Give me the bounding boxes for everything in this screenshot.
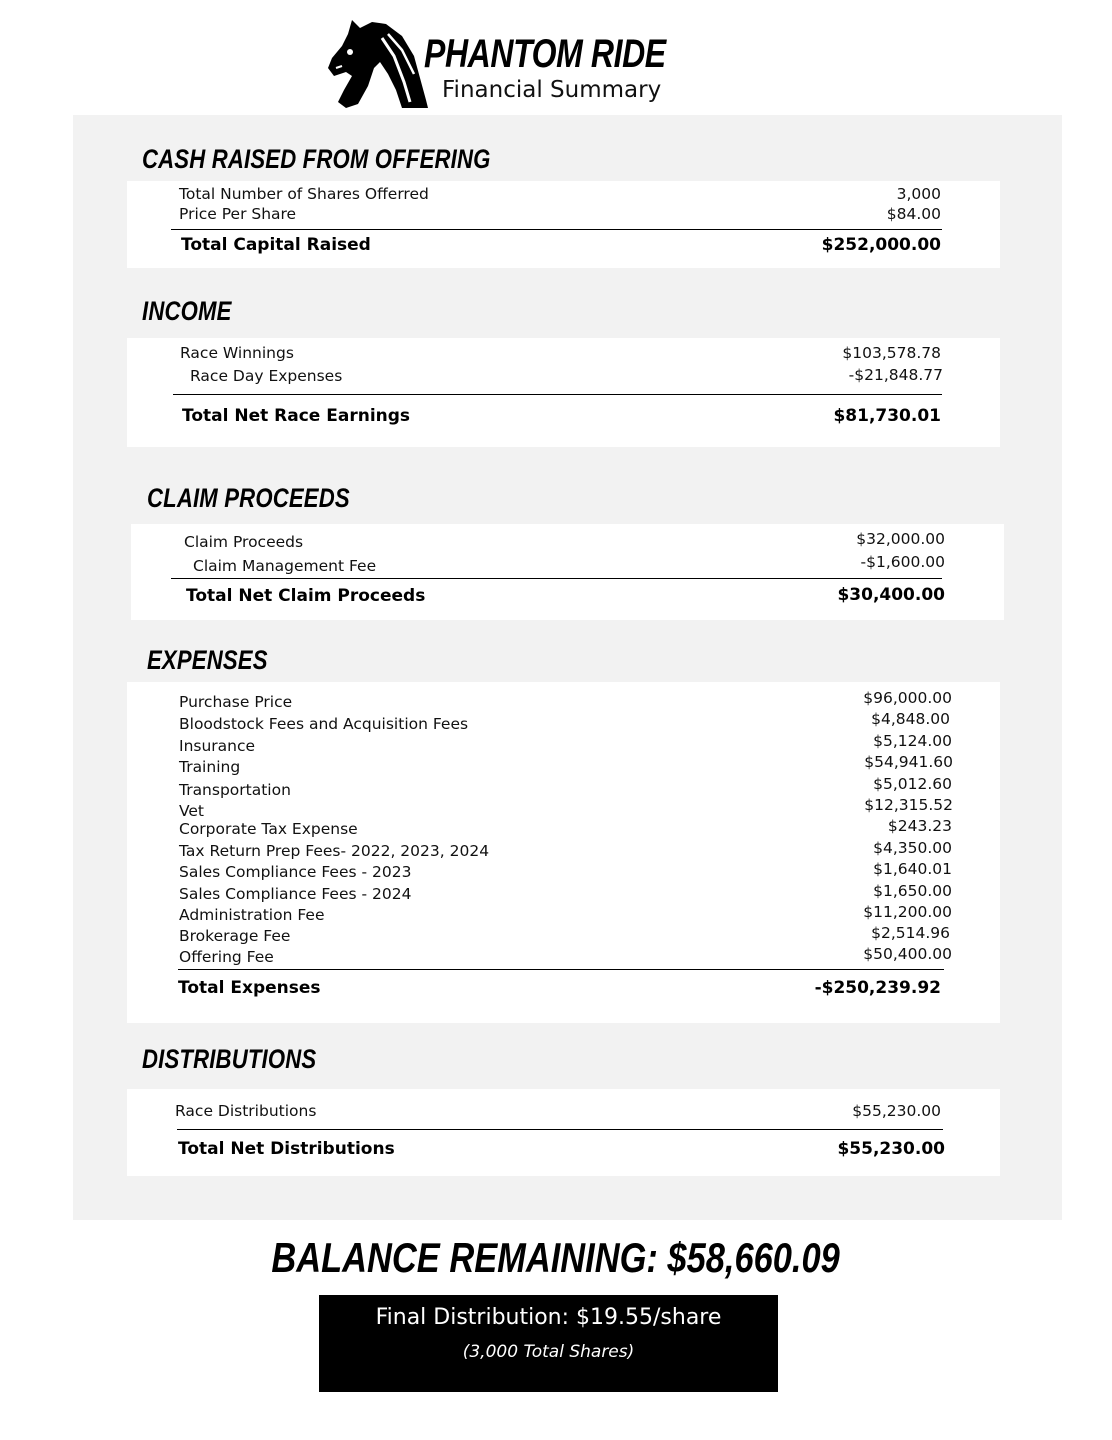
expense-row-value: $50,400.00 xyxy=(863,945,952,963)
expense-row-label: Bloodstock Fees and Acquisition Fees xyxy=(179,715,469,733)
income-row-label: Race Day Expenses xyxy=(190,367,343,385)
summary-panel xyxy=(73,115,1062,1220)
section-title-claim: CLAIM PROCEEDS xyxy=(147,483,350,513)
expense-row-label: Vet xyxy=(179,802,205,820)
income-row-value: -$21,848.77 xyxy=(848,366,943,384)
distribution-row-label: Race Distributions xyxy=(175,1102,317,1120)
expense-row-label: Insurance xyxy=(179,737,256,755)
claim-row-label: Claim Management Fee xyxy=(193,557,377,575)
expense-row-value: $243.23 xyxy=(887,817,952,835)
claim-total-label: Total Net Claim Proceeds xyxy=(186,586,426,606)
expenses-total-value: -$250,239.92 xyxy=(814,978,941,998)
expense-row-label: Sales Compliance Fees - 2023 xyxy=(179,863,412,881)
offering-total-value: $252,000.00 xyxy=(821,235,941,255)
balance-remaining xyxy=(0,1234,1112,1282)
claim-box xyxy=(131,524,1004,620)
expense-row-value: $2,514.96 xyxy=(871,924,950,942)
offering-total-label: Total Capital Raised xyxy=(181,235,371,255)
offering-row-label: Price Per Share xyxy=(179,205,297,223)
distribution-row-value: $55,230.00 xyxy=(852,1102,941,1120)
section-title-distributions: DISTRIBUTIONS xyxy=(142,1044,317,1074)
final-distribution-line: Final Distribution: $19.55/share xyxy=(375,1305,722,1330)
expense-row-label: Purchase Price xyxy=(179,693,293,711)
expense-row-value: $5,124.00 xyxy=(873,732,952,750)
expense-row-label: Corporate Tax Expense xyxy=(179,820,358,838)
expense-row-value: $1,650.00 xyxy=(873,882,952,900)
offering-box xyxy=(127,181,1000,268)
claim-total-value: $30,400.00 xyxy=(837,585,945,605)
expenses-total-label: Total Expenses xyxy=(178,978,321,998)
expense-row-label: Brokerage Fee xyxy=(179,927,291,945)
income-row-value: $103,578.78 xyxy=(842,344,941,362)
expense-row-value: $4,350.00 xyxy=(873,839,952,857)
expense-row-label: Training xyxy=(179,758,241,776)
offering-row-label: Total Number of Shares Offerred xyxy=(179,185,429,203)
expense-row-value: $54,941.60 xyxy=(864,753,953,771)
distributions-box xyxy=(127,1089,1000,1176)
expenses-box xyxy=(127,682,1000,1023)
divider xyxy=(171,578,942,579)
balance-remaining-text: BALANCE REMAINING: $58,660.09 xyxy=(271,1234,841,1281)
offering-row-value: 3,000 xyxy=(896,185,941,203)
expense-row-label: Tax Return Prep Fees- 2022, 2023, 2024 xyxy=(179,842,490,860)
section-title-income: INCOME xyxy=(142,296,232,326)
page-header xyxy=(322,16,722,114)
claim-row-label: Claim Proceeds xyxy=(184,533,304,551)
offering-row-value: $84.00 xyxy=(886,205,941,223)
income-total-value: $81,730.01 xyxy=(833,406,941,426)
expense-row-label: Offering Fee xyxy=(179,948,274,966)
claim-row-value: -$1,600.00 xyxy=(860,553,945,571)
expense-row-value: $12,315.52 xyxy=(864,796,953,814)
expense-row-label: Transportation xyxy=(179,781,291,799)
final-distribution-box xyxy=(319,1295,778,1392)
brand-title: PHANTOM RIDE xyxy=(424,32,666,76)
claim-row-value: $32,000.00 xyxy=(856,530,945,548)
divider xyxy=(171,229,942,230)
income-box xyxy=(127,338,1000,447)
expense-row-value: $11,200.00 xyxy=(863,903,952,921)
expense-row-value: $96,000.00 xyxy=(863,689,952,707)
expense-row-label: Administration Fee xyxy=(179,906,325,924)
page-subtitle: Financial Summary xyxy=(442,77,662,103)
section-title-expenses: EXPENSES xyxy=(147,645,268,675)
horse-head-icon xyxy=(322,16,432,112)
expense-row-value: $5,012.60 xyxy=(873,775,952,793)
section-title-offering: CASH RAISED FROM OFFERING xyxy=(142,144,491,174)
income-row-label: Race Winnings xyxy=(180,344,294,362)
expense-row-label: Sales Compliance Fees - 2024 xyxy=(179,885,412,903)
income-total-label: Total Net Race Earnings xyxy=(182,406,411,426)
divider xyxy=(177,1129,943,1130)
divider xyxy=(173,394,942,395)
divider xyxy=(178,969,944,970)
distributions-total-value: $55,230.00 xyxy=(837,1139,945,1159)
expense-row-value: $4,848.00 xyxy=(871,710,950,728)
expense-row-value: $1,640.01 xyxy=(873,860,952,878)
distributions-total-label: Total Net Distributions xyxy=(178,1139,395,1159)
total-shares-note: (3,000 Total Shares) xyxy=(462,1342,635,1362)
